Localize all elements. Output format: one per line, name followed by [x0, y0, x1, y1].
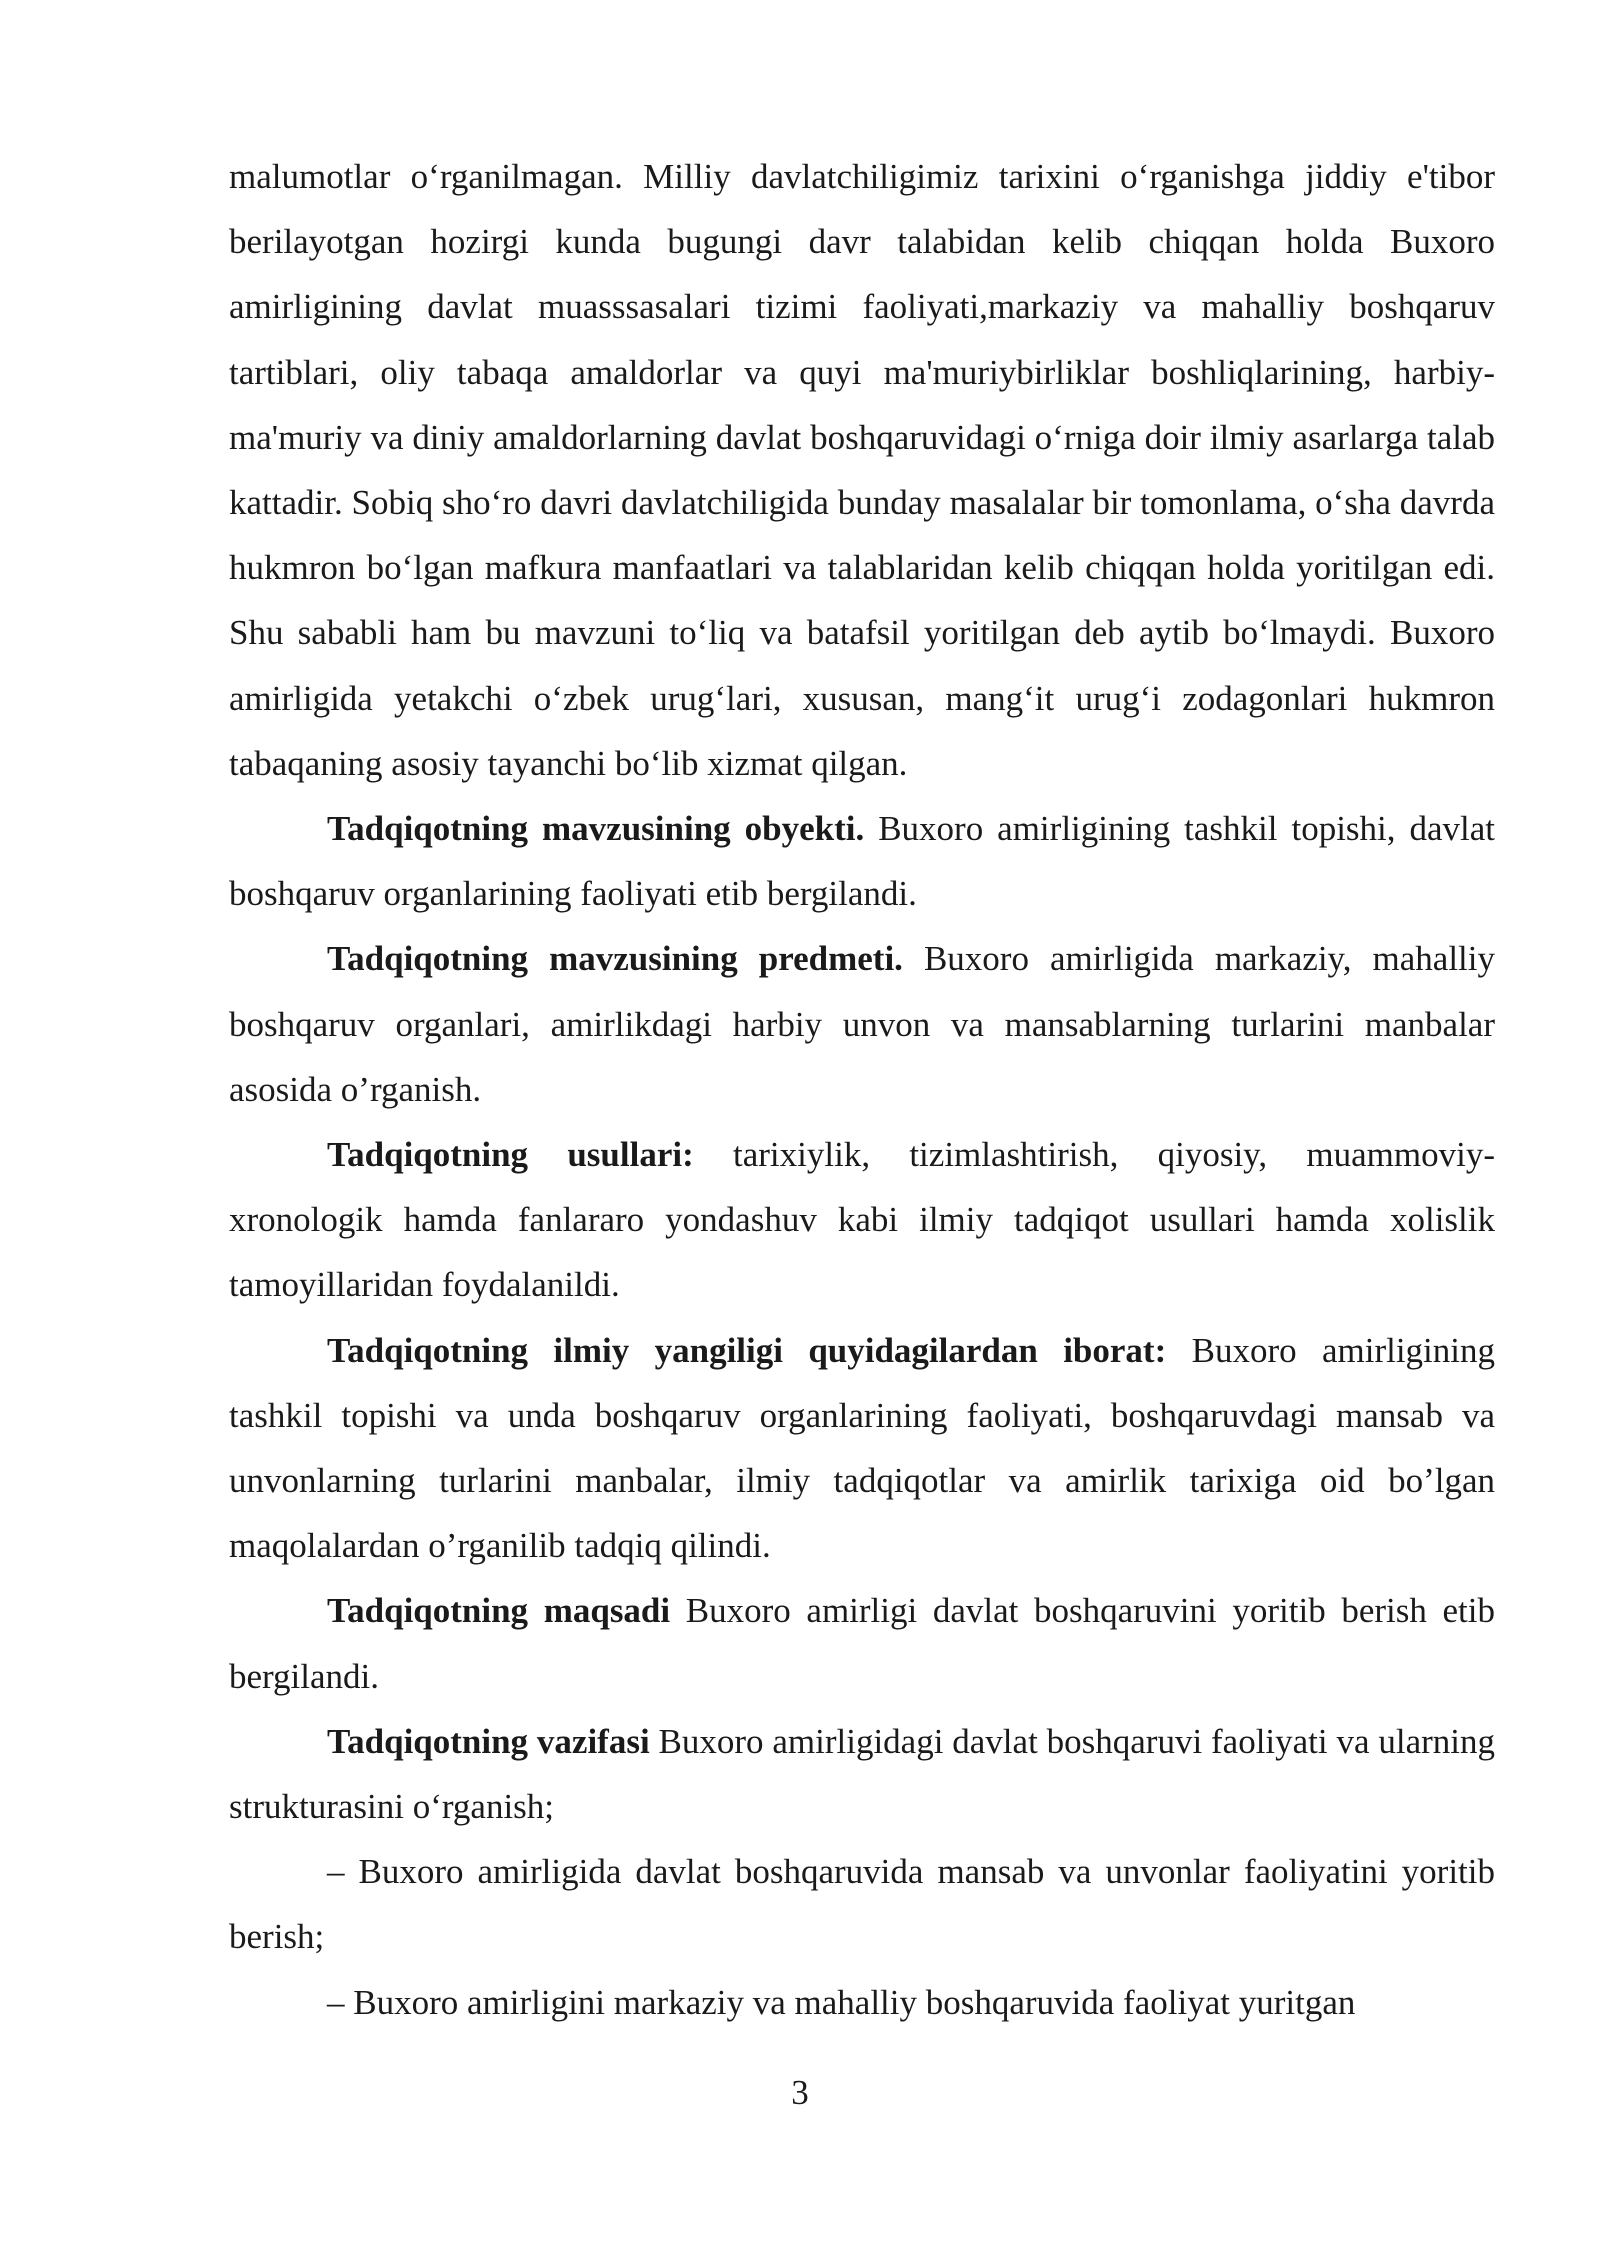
object-paragraph: [229, 796, 1495, 926]
intro-paragraph: malumotlar o‘rganilmagan. Milliy davlatchiligimiz tarixini o‘rganishga jiddiy e'tibor berilayotgan hozirgi kunda bugungi davr talabidan kelib chiqqan holda Buxoro amirligining davlat muasssasalari tizimi faoliyati,markaziy va mahalliy boshqaruv tartiblari, oliy tabaqa amaldorlar va quyi ma'muriybirliklar boshliqlarining, harbiy-ma'muriy va diniy amaldorlarning davlat boshqaruvidagi o‘rniga doir ilmiy asarlarga talab kattadir. Sobiq sho‘ro davri davlatchiligida bunday masalalar bir tomonlama, o‘sha davrda hukmron bo‘lgan mafkura manfaatlari va talablaridan kelib chiqqan holda yoritilgan edi. Shu sababli ham bu mavzuni to‘liq va batafsil yoritilgan deb aytib bo‘lmaydi. Buxoro amirligida yetakchi o‘zbek urug‘lari, xususan, mang‘it urug‘i zodagonlari hukmron tabaqaning asosiy tayanchi bo‘lib xizmat qilgan.: [229, 157, 1495, 783]
task-heading: Tadqiqotning vazifasi: [327, 1721, 650, 1761]
novelty-paragraph: [229, 1318, 1495, 1579]
novelty-text: Buxoro amirligining tashkil topishi va unda boshqaruv organlarining faoliyati, boshqaruvdagi mansab va unvonlarning turlarini manbalar, ilmiy tadqiqotlar va amirlik tarixiga oid bo’lgan maqolalardan o’rganilib tadqiq qilindi.: [229, 1330, 1495, 1566]
object-text: Buxoro amirligining tashkil topishi, davlat boshqaruv organlarining faoliyati etib bergilandi.: [229, 809, 1495, 914]
methods-text: tarixiylik, tizimlashtirish, qiyosiy, muammoviy-xronologik hamda fanlararo yondashuv kabi ilmiy tadqiqot usullari hamda xolislik tamoyillaridan foydalanildi.: [229, 1135, 1496, 1305]
goal-text: Buxoro amirligi davlat boshqaruvini yoritib berish etib bergilandi.: [229, 1591, 1496, 1696]
page-number: 3: [791, 2073, 809, 2112]
subject-text: Buxoro amirligida markaziy, mahalliy boshqaruv organlari, amirlikdagi harbiy unvon va mansablarning turlarini manbalar asosida o’rganish.: [229, 939, 1495, 1109]
object-heading: Tadqiqotning mavzusining obyekti.: [327, 809, 865, 849]
goal-heading: Tadqiqotning maqsadi: [327, 1591, 671, 1631]
subject-heading: Tadqiqotning mavzusining predmeti.: [327, 939, 903, 979]
task-text: Buxoro amirligidagi davlat boshqaruvi faoliyati va ularning strukturasini o‘rganish;: [229, 1721, 1495, 1827]
task-paragraph: [229, 1709, 1495, 1839]
novelty-heading: Tadqiqotning ilmiy yangiligi quyidagilardan iborat:: [327, 1330, 1167, 1370]
body-text: [229, 144, 1495, 2035]
methods-paragraph: [229, 1122, 1495, 1318]
subject-paragraph: [229, 926, 1495, 1122]
methods-heading: Tadqiqotning usullari:: [327, 1135, 694, 1175]
task-list-item: – Buxoro amirligini markaziy va mahalliy boshqaruvida faoliyat yuritgan: [327, 1982, 1356, 2022]
task-list-item: – Buxoro amirligida davlat boshqaruvida mansab va unvonlar faoliyatini yoritib berish;: [229, 1852, 1495, 1957]
goal-paragraph: [229, 1578, 1495, 1708]
